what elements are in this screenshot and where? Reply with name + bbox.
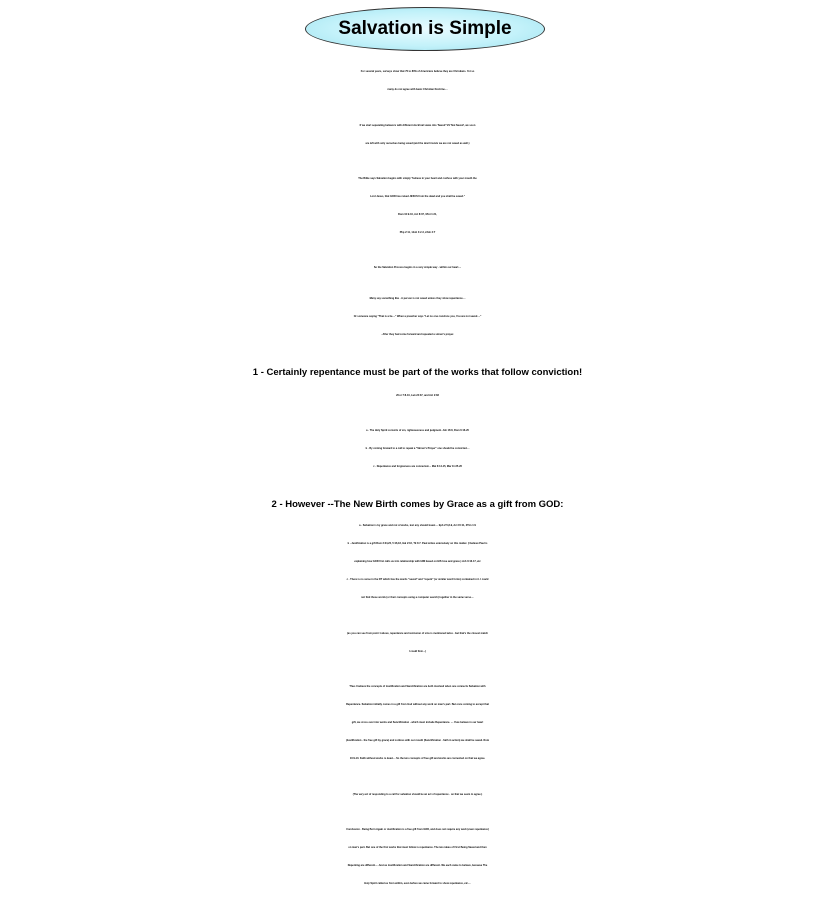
point2-item-a: a - Salvation is by grace and not of works, lest any should boast.... Eph 2:5,8-9, Act 15:11, 2Tim 1:9 bbox=[359, 524, 476, 527]
thus-line-4: (Justification - the free gift by grace) and confess with our mouth (Sanctification - faith in action) we shall be saved. Rom bbox=[345, 739, 490, 742]
as-you-see-line-1: (as you can see from point 1 above, repentance and remission of sins is mentioned twice - but that's the closest match bbox=[346, 632, 489, 635]
process-line: So the Salvation Process begins in a very simple way - within our heart.... bbox=[373, 266, 462, 269]
bible-refs-line-2: Php 2:11, 1Joh 4:2-3, 2Joh 2:7 bbox=[399, 231, 436, 234]
separating-line-2: are left with only ourselves being saved (and the devil insists we are not saved as well.) bbox=[365, 142, 470, 145]
very-act-line: (The very act of responding to a call for salvation should be an act of repentance - on that we seem to agree.) bbox=[352, 793, 483, 796]
conclusion-line-1: Conclusion - Being Born Again or Justification is a free gift from GOD, and does not require any work (even repentance) bbox=[346, 828, 489, 831]
point2-item-b-line-2: explaining how GOD first calls us into relationship with HIM based on HIS love and grace.) Joh 3:16-17, etc bbox=[354, 560, 481, 563]
thus-line-1: Thus I believe the concepts of Justification and Sanctification are both involved when one connects Salvation with bbox=[349, 685, 486, 688]
intro-line-1: For several years, surveys show that 70 to 80% of Americans believe they are Christians. Yet so bbox=[360, 70, 475, 73]
point1-item-a: a - The Holy Spirit convicts of sin, righteousness and judgment. Joh 16:8, Rom 6:16-20 bbox=[366, 429, 469, 432]
point1-item-c: c - Repentance and forgiveness are connected.... Mat 6:14-15, Mar 11:25-26 bbox=[373, 465, 462, 468]
point1-heading: 1 - Certainly repentance must be part of the works that follow conviction! bbox=[252, 367, 583, 378]
many-say-line-3: - After they had come forward and repeated a sinner's prayer. bbox=[381, 333, 454, 336]
many-say-line-2: Or someone saying "That is a lie...." When a preacher says "Let no one convince you, You are not saved...." bbox=[353, 315, 482, 318]
bible-says-line-1: The Bible says Salvation begins with simply "believe in your heart and confess with your mouth the bbox=[358, 177, 477, 180]
point2-item-b-line-1: b - Justification is a gift Rom 3:24,26, 5:16,18, Gal 2:16, Tit 3:7. Paul writes extensively on this matter. (I believe Paul is bbox=[347, 542, 488, 545]
conclusion-line-4: Holy Spirit called us from within, even before we came forward to show repentance, etc.... bbox=[364, 882, 471, 885]
point2-heading: 2 - However --The New Birth comes by Grace as a gift from GOD: bbox=[271, 499, 564, 510]
bible-says-line-2: Lord Jesus, that GOD has raised JESUS from the dead and you shall be saved." bbox=[370, 195, 465, 198]
thus-line-2: Repentance. Salvation initially comes in a gift from God without any work on man's part. But once coming to accept that bbox=[346, 703, 489, 706]
conclusion-line-3: Repenting are different.... Just as Justification and Sanctification are different. We each came to believe, because The bbox=[347, 864, 488, 867]
intro-line-2: many do not agree with basic Christian Doctrine.... bbox=[387, 88, 448, 91]
many-say-line-1: Many say something like - A person is not saved unless they show repentance.... bbox=[369, 297, 466, 300]
page-title: Salvation is Simple bbox=[305, 7, 545, 51]
bible-refs-line-1: Rom 10:9-10, Act 8:37, 1Pet 1:21, bbox=[398, 213, 437, 216]
thus-line-3: gift, we cross over into works and Sanctification - which must include Repentance. --- If we believe in our heart bbox=[351, 721, 484, 724]
point2-item-c-line-1: c - There is no verse in the NT which has the words "saved" and "repent" (or similar word forms) contained in it. I could bbox=[346, 578, 489, 581]
as-you-see-line-2: I could find....) bbox=[409, 650, 426, 653]
separating-line-1: If we start separating believers with different doctrinal views into 'Saved' VS 'Not Saved', we soon bbox=[359, 124, 476, 127]
point2-item-c-line-2: not find those words (or their concepts using a computer search) together in the same verse.... bbox=[361, 596, 474, 599]
thus-line-5: 10:9-10. Faith without works is dead.... So the two concepts of free gift and works are connected on that we agree. bbox=[349, 757, 486, 760]
point1-item-b: b - By coming forward to a call to repeat a "Sinner's Prayer" one should be convicted.... bbox=[365, 447, 470, 450]
conclusion-line-2: on man's part. But one of the first works that must follow is repentance. The two ideas of First Being Saved and then bbox=[348, 846, 487, 849]
point1-refs: 2Cor 7:8-10, Luk 24:47, and Act 2:38 bbox=[396, 394, 439, 397]
